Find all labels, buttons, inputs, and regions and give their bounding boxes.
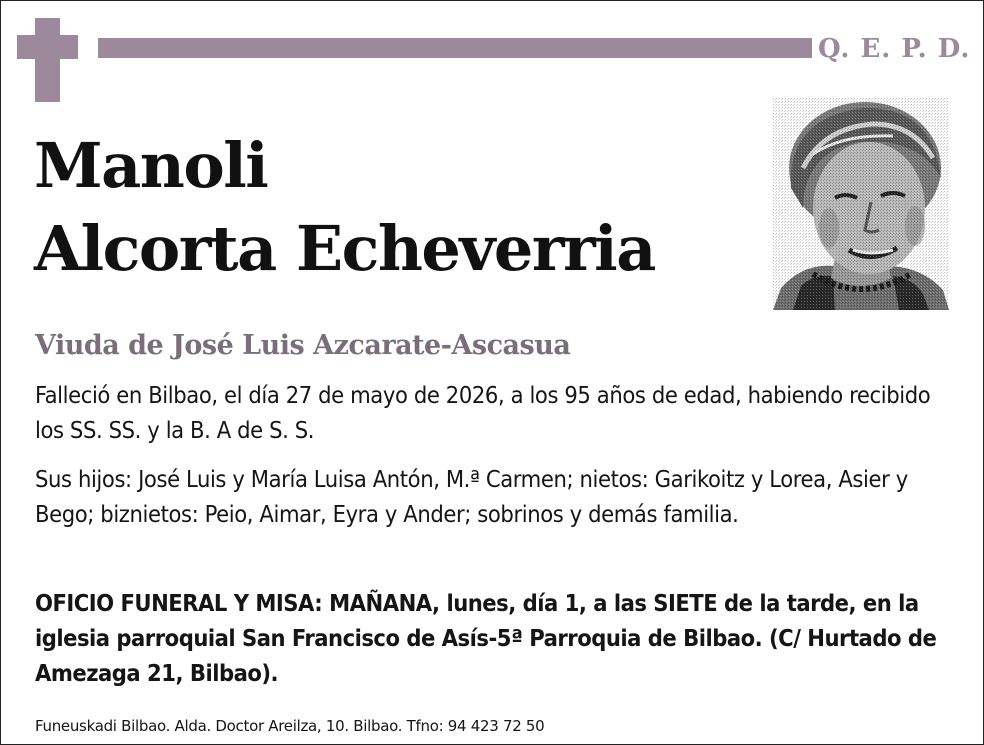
deceased-surnames: Alcorta Echeverria [34, 212, 655, 285]
cross-icon-bar [17, 35, 78, 59]
header-rule [98, 38, 812, 58]
funeral-home-footer: Funeuskadi Bilbao. Alda. Doctor Areilza, 10. Bilbao. Tfno: 94 423 72 50 [35, 717, 545, 735]
funeral-details: OFICIO FUNERAL Y MISA: MAÑANA, lunes, día 1, a las SIETE de la tarde, en la iglesia parroquial San Francisco de Asís-5ª Parroquia de Bilbao. (C/ Hurtado de Amezaga 21, Bilbao). [35, 589, 937, 687]
cross-icon [35, 18, 60, 102]
qepd-label: Q. E. P. D. [818, 34, 971, 64]
portrait-photo [773, 98, 949, 310]
death-notice: Falleció en Bilbao, el día 27 de mayo de 2026, a los 95 años de edad, habiendo recibido los SS. SS. y la B. A de S. S. [35, 381, 931, 444]
widow-line: Viuda de José Luis Azcarate-Ascasua [35, 330, 571, 361]
deceased-first-name: Manoli [34, 129, 268, 202]
family-list: Sus hijos: José Luis y María Luisa Antón, M.ª Carmen; nietos: Garikoitz y Lorea, Asier y Bego; biznietos: Peio, Aimar, Eyra y Ander; sobrinos y demás familia. [35, 465, 908, 528]
